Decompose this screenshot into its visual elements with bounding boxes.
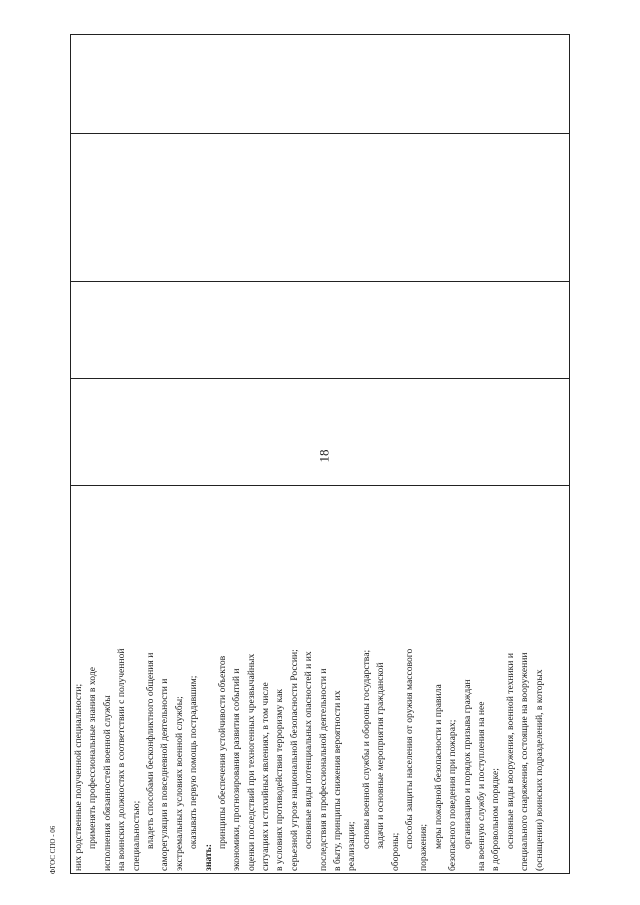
text-line: экономики, прогнозирования развития событий и [231, 668, 243, 871]
text-line: на воинских должностях в соответствии с полученной [116, 648, 128, 871]
text-line: последствия в профессиональной деятельности и [317, 668, 329, 871]
text-line: задачи и основные мероприятия гражданской [375, 662, 387, 849]
text-line: на военную службу и поступления на нее [475, 701, 487, 871]
text-line: организацию и порядок призыва граждан [461, 679, 473, 849]
text-line: в быту, принципы снижения вероятности их [332, 690, 344, 871]
text-line: основы военной службы и обороны государства; [360, 649, 372, 849]
page-number: 18 [316, 449, 331, 463]
footer-code: ФГОС СПО - 06 [49, 825, 57, 875]
text-line: них родственные полученной специальности; [73, 683, 84, 871]
text-line: безопасного поведения при пожарах; [447, 719, 459, 871]
text-line: основные виды потенциальных опасностей и их [303, 651, 315, 849]
text-line: обороны; [389, 832, 401, 871]
column-divider [71, 281, 569, 282]
text-line: принципы обеспечения устойчивости объектов [216, 655, 228, 849]
text-line: серьезной угрозе национальной безопасности России; [288, 649, 300, 871]
text-line: способы защиты населения от оружия массового [403, 648, 415, 849]
text-line: реализации; [346, 821, 358, 871]
text-line: исполнения обязанностей военной службы [101, 695, 113, 871]
text-line: в добровольном порядке; [490, 768, 502, 871]
column-divider [71, 133, 569, 134]
text-line: меры пожарной безопасности и правила [432, 684, 444, 849]
text-line: основные виды вооружения, военной техники и [504, 653, 516, 849]
text-line: специальностью; [130, 800, 142, 871]
text-line: саморегуляции в повседневной деятельности и [159, 678, 171, 871]
text-line: применять профессиональные знания в ходе [87, 667, 99, 849]
text-line: ситуациях и стихийных явлениях, в том числе [260, 682, 272, 871]
table-cell-content [70, 484, 570, 874]
text-line: специального снаряжения, состоящие на вооружении [519, 652, 531, 871]
text-line: оценки последствий при техногенных чрезвычайных [245, 653, 257, 871]
text-line: знать: [202, 844, 214, 871]
column-divider [71, 378, 569, 379]
text-line: поражения; [418, 823, 430, 871]
text-line: экстремальных условиях военной службы; [173, 696, 185, 871]
text-line: в условиях противодействия терроризму как [274, 688, 286, 871]
text-line: владеть способами бесконфликтного общения и [144, 652, 156, 849]
text-line: (оснащении) воинских подразделений, в которых [533, 669, 545, 871]
cell-text [70, 484, 570, 874]
text-line: оказывать первую помощь пострадавшим; [188, 675, 200, 849]
